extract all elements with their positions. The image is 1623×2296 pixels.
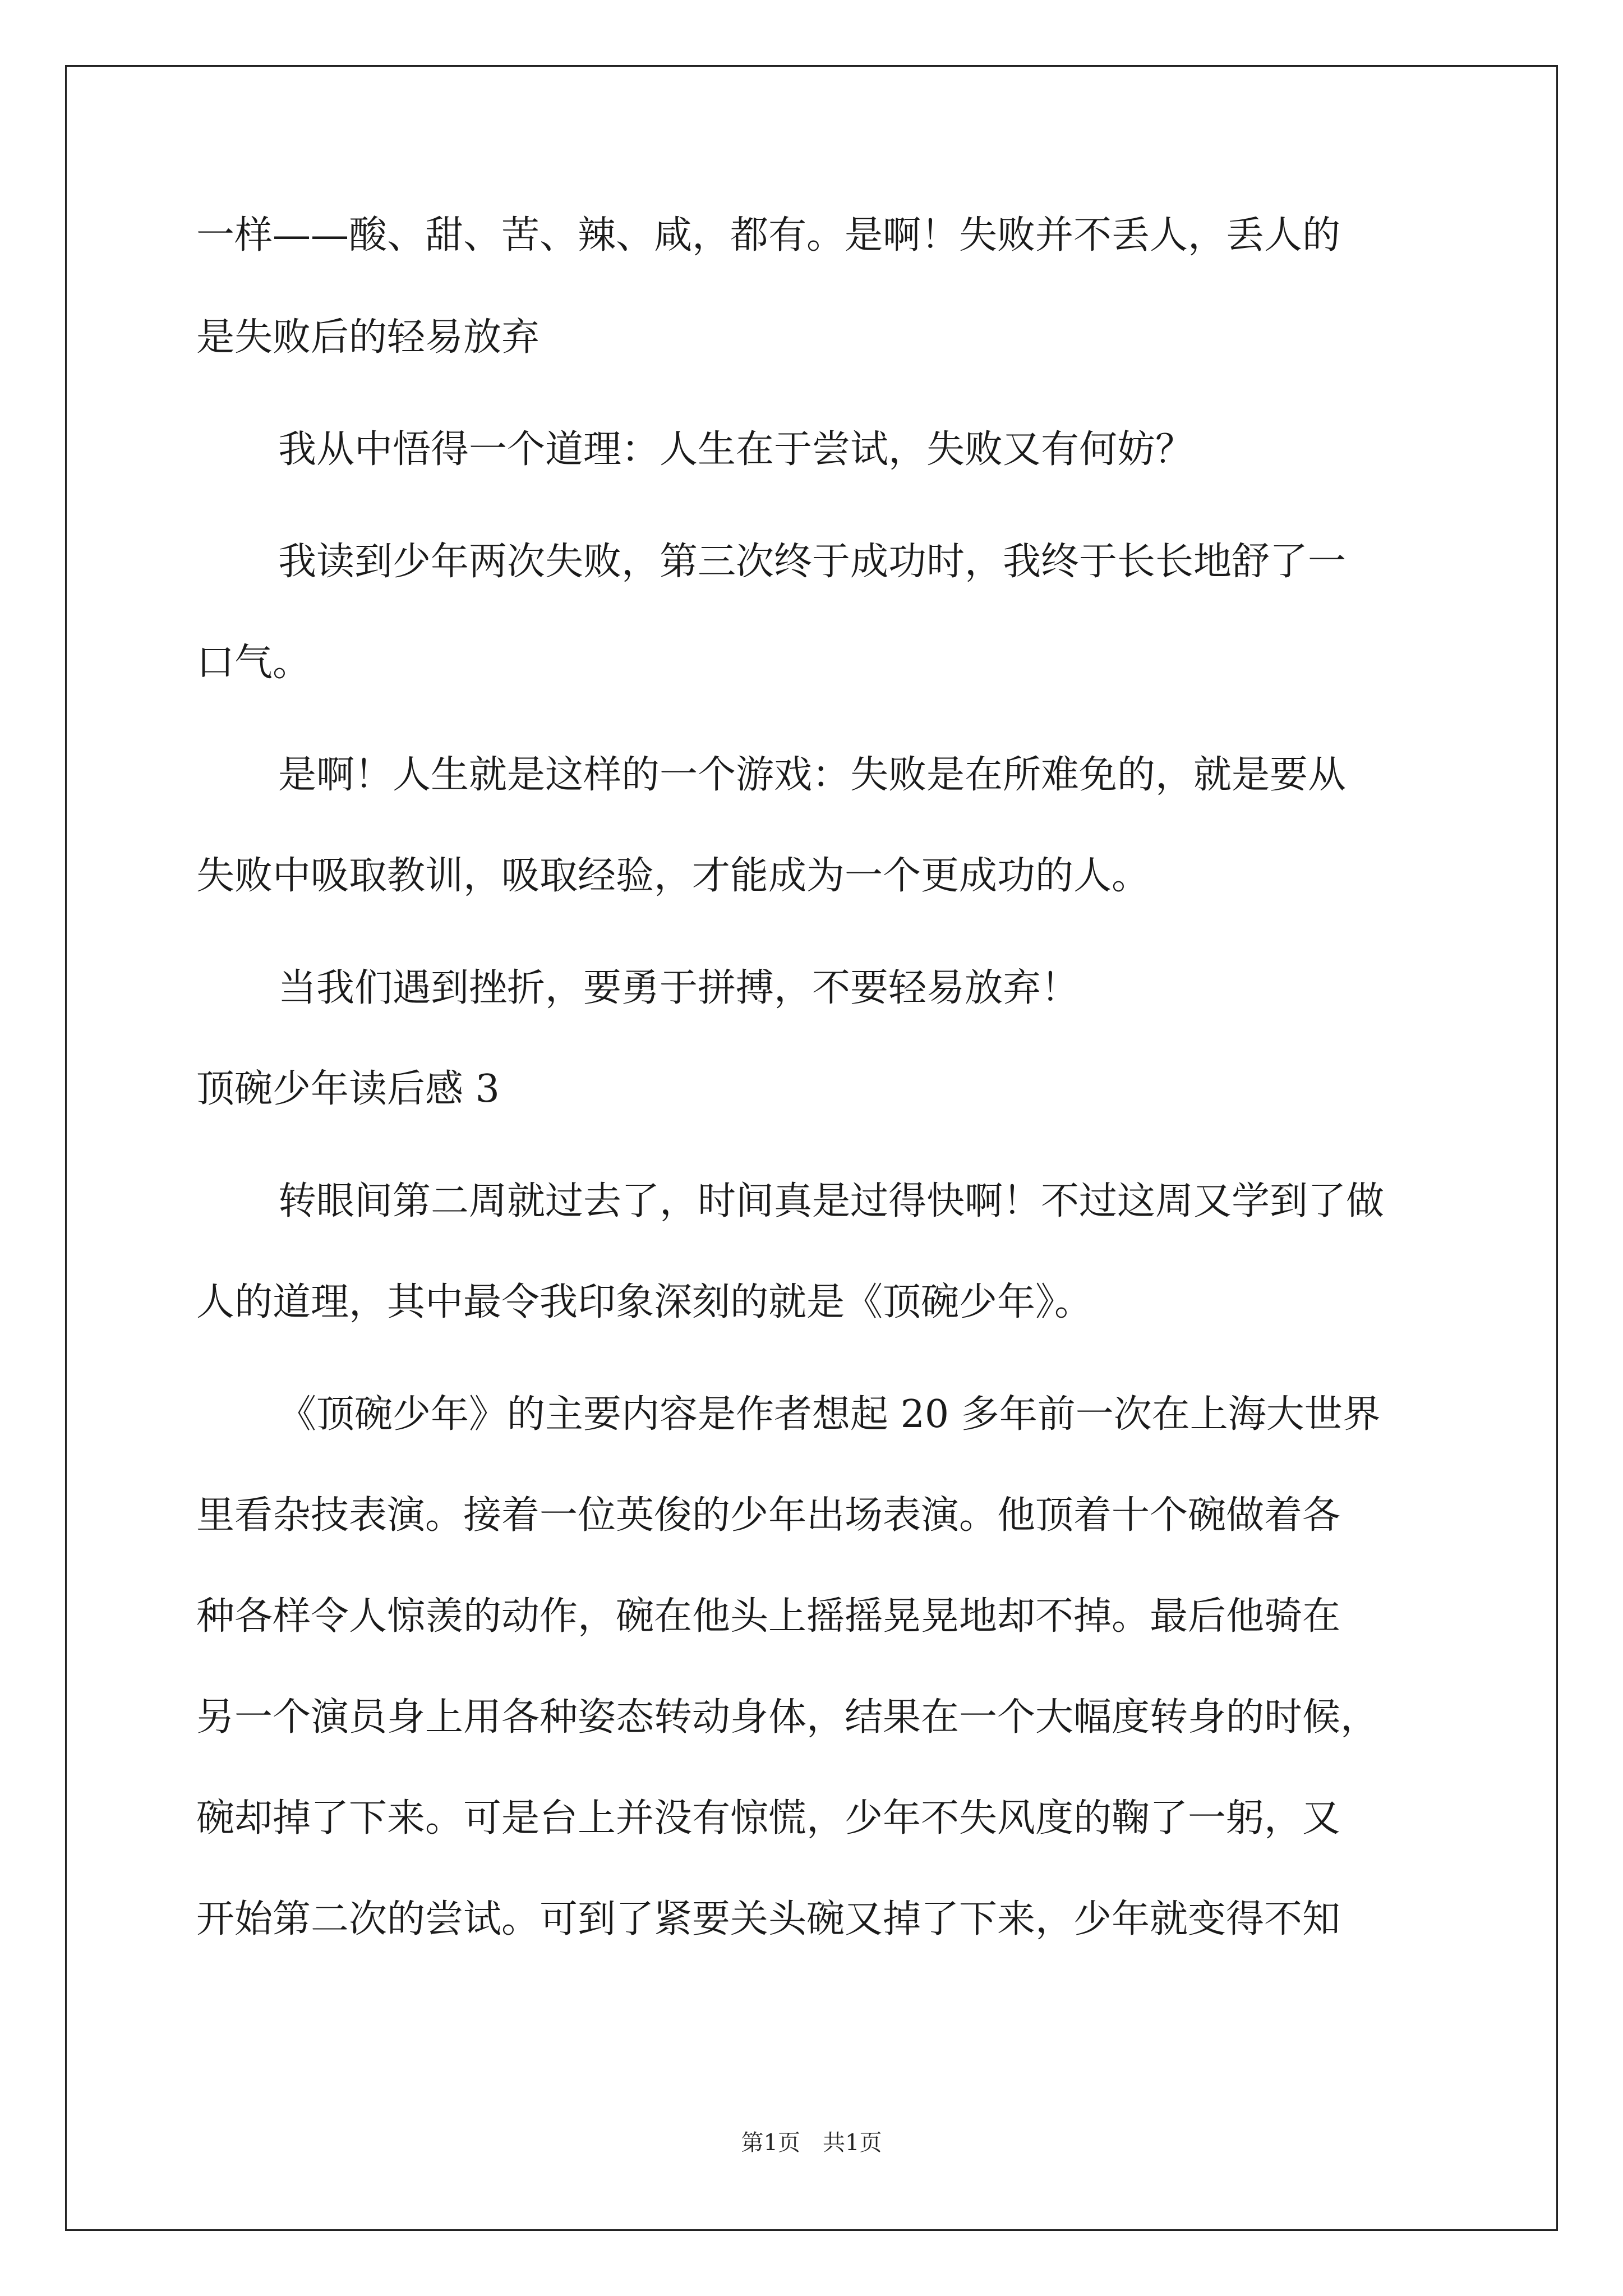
text-line: 是啊！人生就是这样的一个游戏：失败是在所难免的，就是要从 [278, 753, 1347, 797]
text-line: 开始第二次的尝试。可到了紧要关头碗又掉了下来，少年就变得不知 [196, 1897, 1341, 1941]
text-line: 另一个演员身上用各种姿态转动身体，结果在一个大幅度转身的时候， [196, 1695, 1379, 1740]
text-line: 是失败后的轻易放弃 [196, 315, 540, 360]
text-line: 《顶碗少年》的主要内容是作者想起 20 多年前一次在上海大世界 [278, 1392, 1381, 1437]
text-line: 一样——酸、甜、苦、辣、咸，都有。是啊！失败并不丢人，丢人的 [196, 213, 1341, 257]
page-footer: 第1页 共1页 [741, 2130, 882, 2156]
text-line: 口气。 [196, 641, 311, 685]
text-line: 种各样令人惊羡的动作，碗在他头上摇摇晃晃地却不掉。最后他骑在 [196, 1594, 1341, 1639]
text-line: 我从中悟得一个道理：人生在于尝试，失败又有何妨？ [278, 427, 1194, 472]
text-line: 失败中吸取教训，吸取经验，才能成为一个更成功的人。 [196, 854, 1150, 898]
text-line: 人的道理，其中最令我印象深刻的就是《顶碗少年》。 [196, 1280, 1093, 1324]
section-heading: 顶碗少年读后感 3 [196, 1067, 500, 1111]
text-line: 碗却掉了下来。可是台上并没有惊慌，少年不失风度的鞠了一躬，又 [196, 1796, 1341, 1841]
text-line: 我读到少年两次失败，第三次终于成功时，我终于长长地舒了一 [278, 540, 1347, 584]
text-line: 当我们遇到挫折，要勇于拼搏，不要轻易放弃！ [278, 966, 1080, 1010]
text-line: 转眼间第二周就过去了，时间真是过得快啊！不过这周又学到了做 [278, 1179, 1385, 1223]
text-line: 里看杂技表演。接着一位英俊的少年出场表演。他顶着十个碗做着各 [196, 1493, 1341, 1538]
